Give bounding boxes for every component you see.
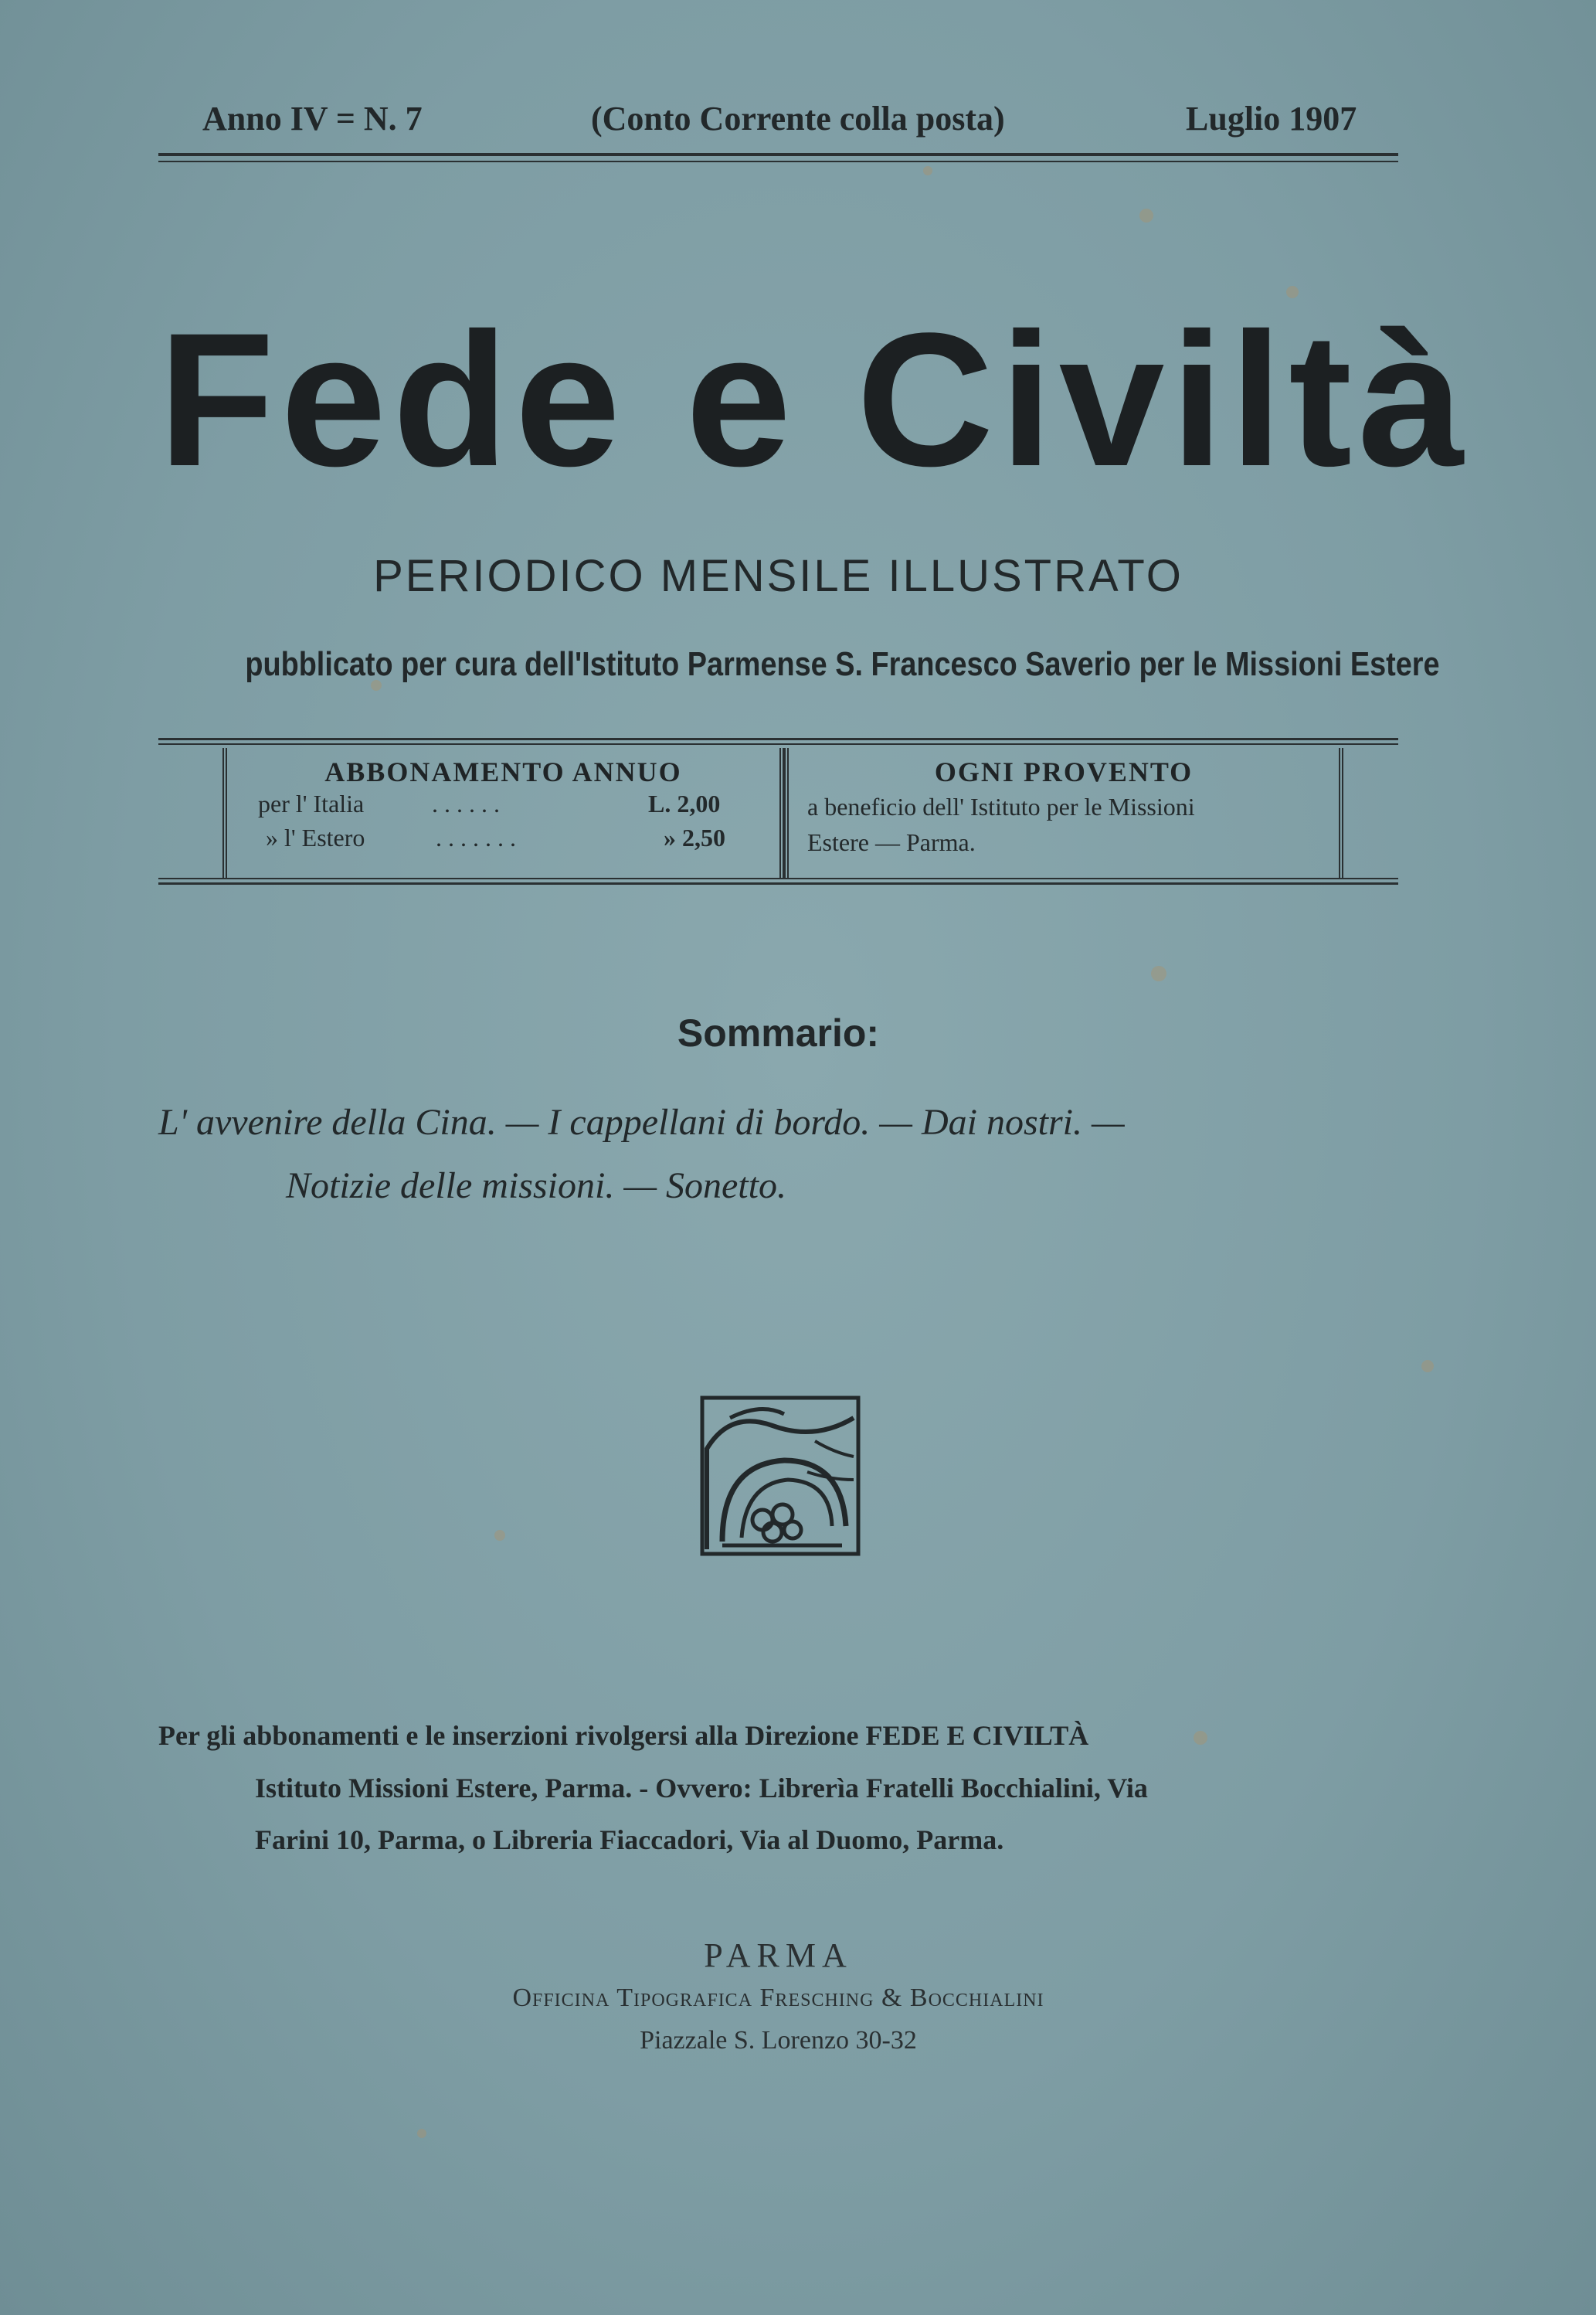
- header-rule-thin: [158, 161, 1398, 162]
- masthead-subtitle: PERIODICO MENSILE ILLUSTRATO: [373, 551, 1183, 601]
- publisher-line: pubblicato per cura dell'Istituto Parmense S. Francesco Saverio per le Missioni Estere: [245, 645, 1440, 683]
- contact-line: Istituto Missioni Estere, Parma. - Ovvero: Librerìa Fratelli Bocchialini, Via: [255, 1773, 1148, 1803]
- issue-date: Luglio 1907: [1186, 100, 1357, 138]
- paper-spot: [1139, 209, 1153, 223]
- subscription-heading: ABBONAMENTO ANNUO: [324, 756, 682, 787]
- price-value: » 2,50: [664, 824, 725, 852]
- contact-line: Per gli abbonamenti e le inserzioni rivolgersi alla Direzione FEDE E CIVILTÀ: [158, 1720, 1089, 1751]
- box-rule-top-thin: [158, 743, 1398, 745]
- price-row: [227, 822, 779, 856]
- price-label: per l' Italia: [258, 790, 365, 818]
- price-value: L. 2,00: [648, 790, 721, 818]
- imprint-city: PARMA: [704, 1936, 853, 1974]
- paper-spot: [1421, 1360, 1434, 1372]
- imprint-printer: Officina Tipografica Fresching & Bocchialini: [512, 1984, 1044, 2012]
- box-rule-bottom-thin: [158, 878, 1398, 879]
- issue-number: Anno IV = N. 7: [202, 100, 423, 138]
- summary-heading: Sommario:: [677, 1011, 880, 1055]
- paper-spot: [494, 1530, 505, 1541]
- subscription-box: [222, 748, 784, 878]
- paper-spot: [1151, 966, 1166, 981]
- box-rule-bottom: [158, 882, 1398, 885]
- emblem-icon: [699, 1395, 861, 1557]
- box-rule-top: [158, 738, 1398, 740]
- imprint-address: Piazzale S. Lorenzo 30-32: [640, 2026, 917, 2055]
- paper-spot: [923, 166, 932, 175]
- proceeds-line: Estere — Parma.: [807, 828, 976, 856]
- summary-line: Notizie delle missioni. — Sonetto.: [286, 1165, 786, 1206]
- header-rule: [158, 153, 1398, 156]
- masthead-title: Fede e Civiltà: [158, 294, 1470, 506]
- price-row: [227, 788, 779, 822]
- paper-spot: [1194, 1731, 1207, 1745]
- proceeds-line: a beneficio dell' Istituto per le Missioni: [807, 793, 1195, 821]
- contact-line: Farini 10, Parma, o Libreria Fiaccadori, Via al Duomo, Parma.: [255, 1824, 1004, 1855]
- summary-line: L' avvenire della Cina. — I cappellani di bordo. — Dai nostri. —: [158, 1102, 1125, 1143]
- price-label: » l' Estero: [266, 824, 365, 852]
- account-note: (Conto Corrente colla posta): [591, 100, 1005, 138]
- proceeds-heading: OGNI PROVENTO: [934, 756, 1194, 787]
- paper-spot: [417, 2129, 426, 2138]
- proceeds-box: [784, 748, 1343, 878]
- price-dots: . . . . . . .: [436, 824, 516, 852]
- issue-header: [158, 99, 1398, 145]
- price-dots: . . . . . .: [432, 790, 500, 818]
